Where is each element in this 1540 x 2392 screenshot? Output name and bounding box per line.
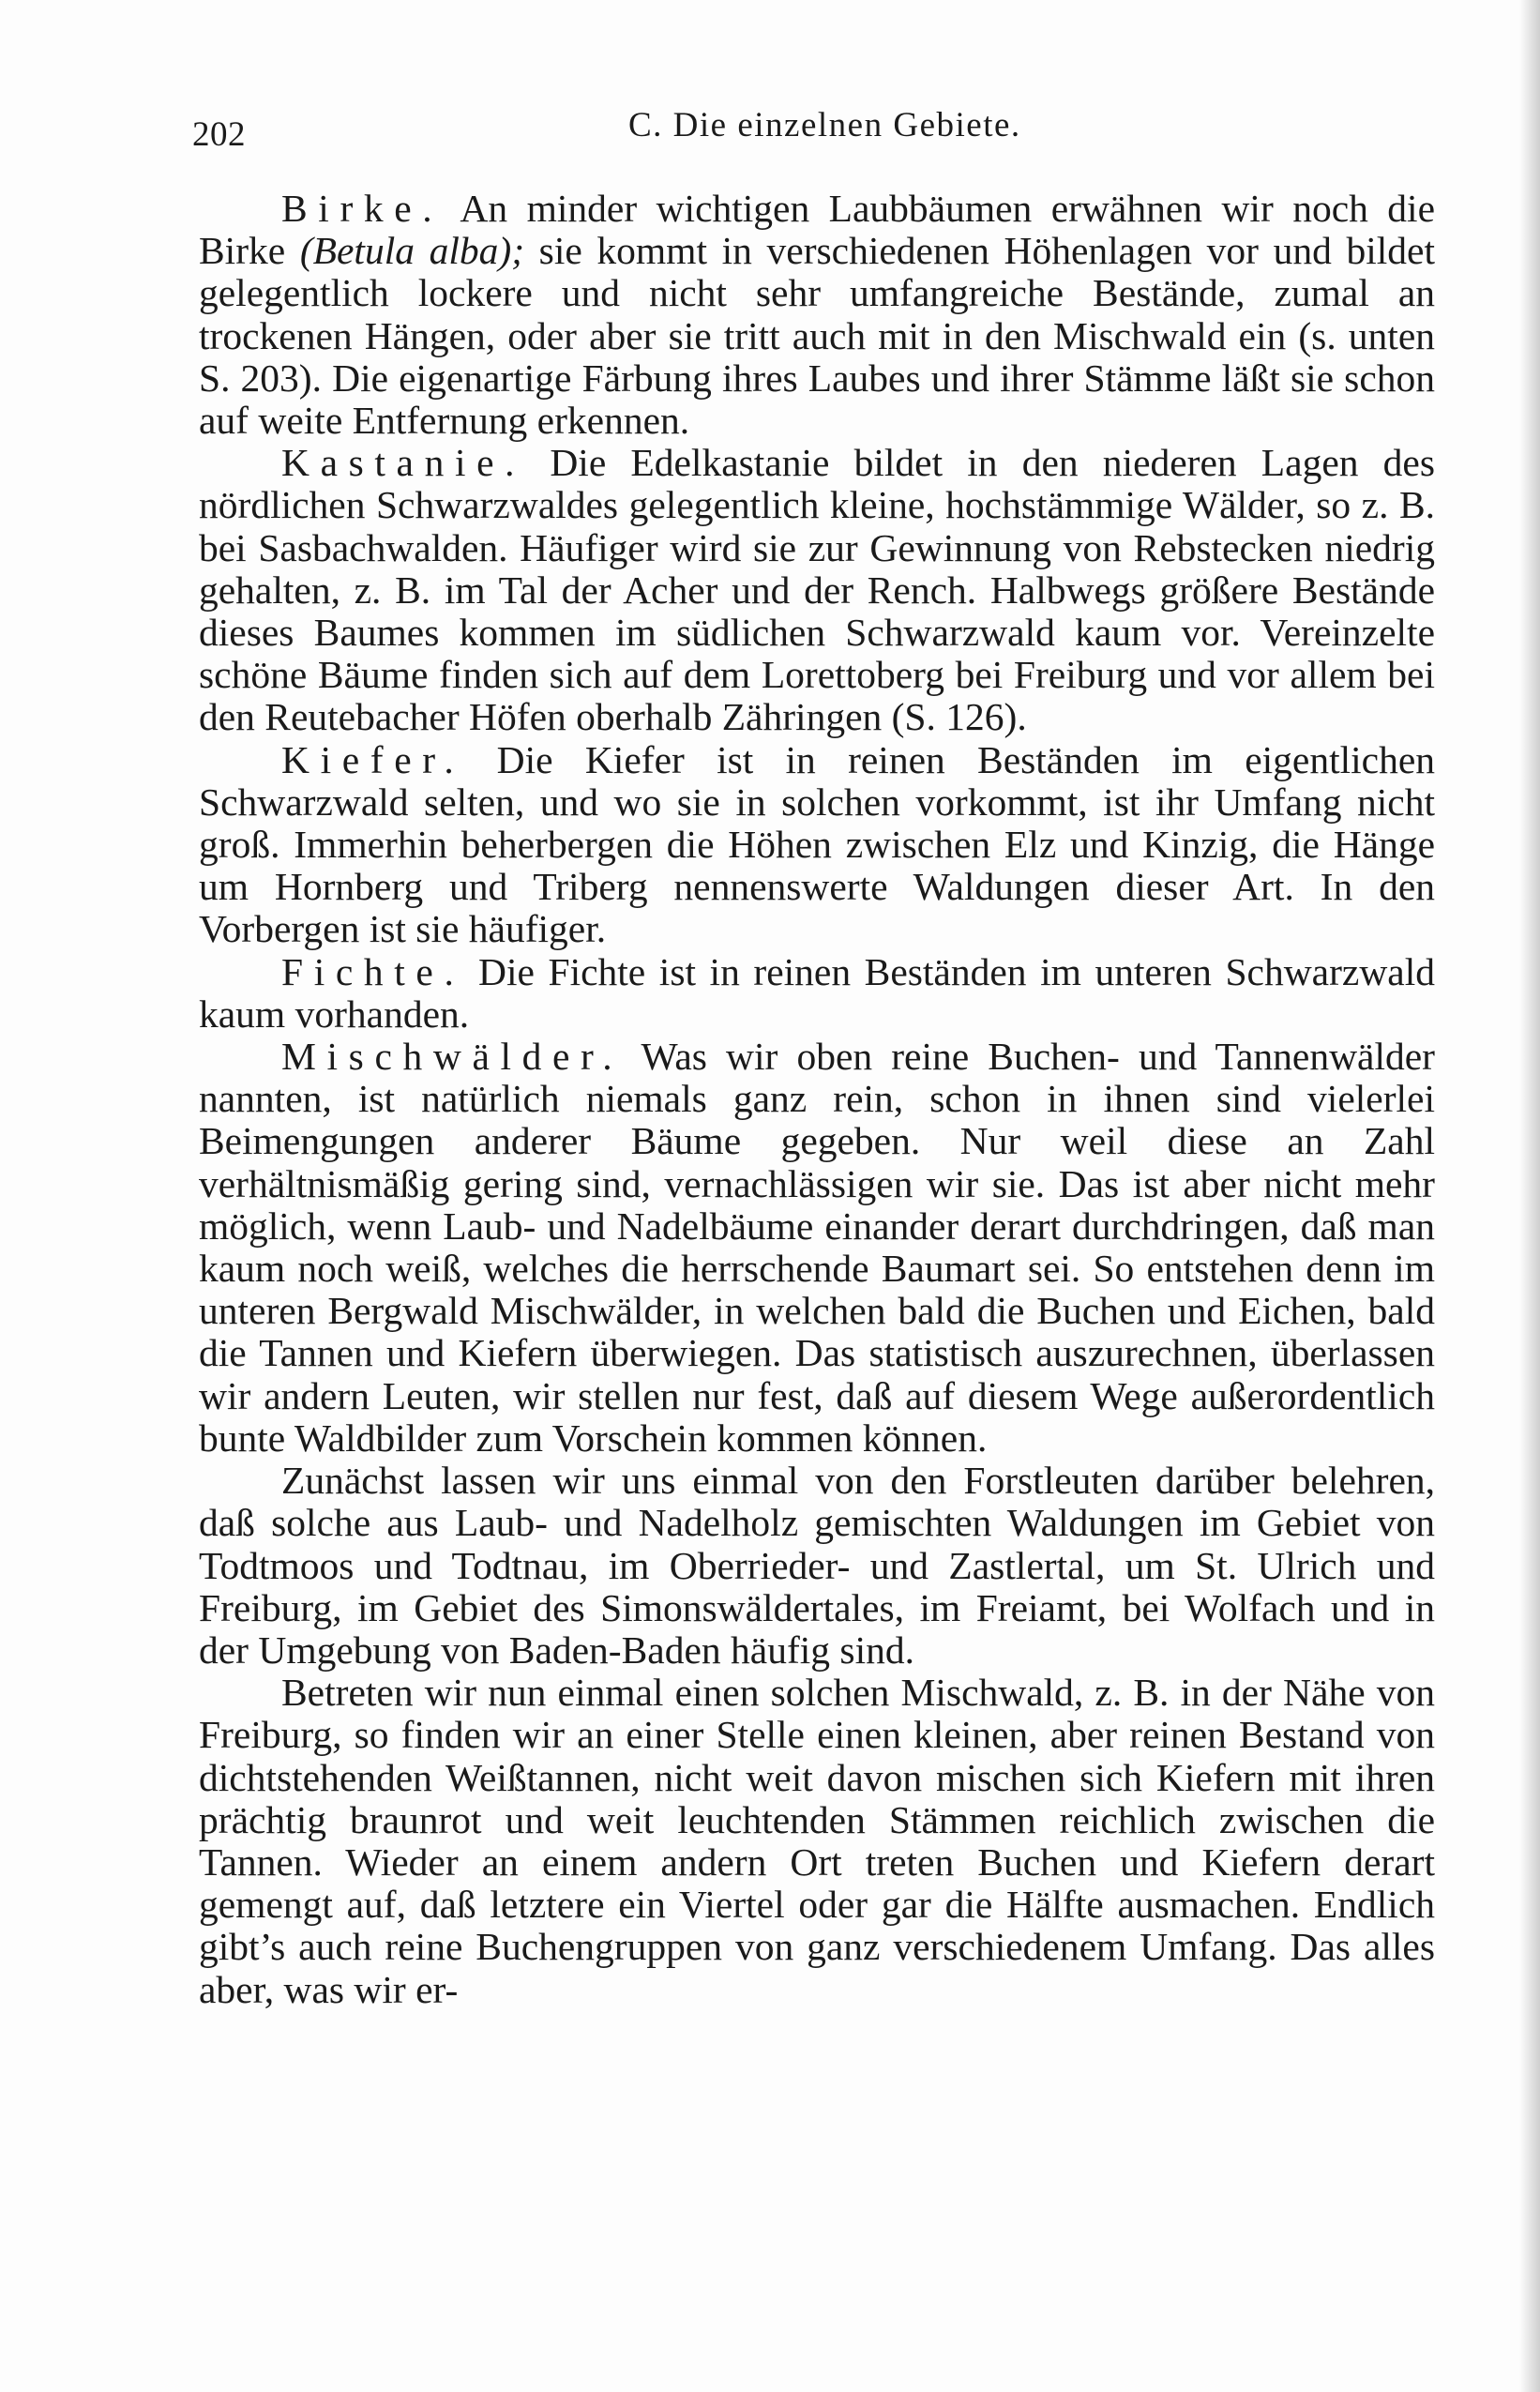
paragraph-mischwaelder-text: Was wir oben reine Buchen- und Tannenwälder nannten, ist natürlich niemals ganz rein, schon in ihnen sind vielerlei Beimengungen anderer Bäume gegeben. Nur weil diese an Zahl verhältnismäßig gering sind, vernachlässigen wir sie. Das ist aber nicht mehr möglich, wenn Laub- und Nadelbäume einander derart durchdringen, daß man kaum noch weiß, welches die herrschende Baumart sei. So entstehen denn im unteren Bergwald Mischwälder, in welchen bald die Buchen und Eichen, bald die Tannen und Kiefern überwiegen. Das statistisch auszurechnen, überlassen wir andern Leuten, wir stellen nur fest, daß auf diesem Wege außerordentlich bunte Waldbilder zum Vorschein kommen können. — [199, 1035, 1435, 1460]
keyword-birke: Birke. — [281, 187, 444, 230]
paragraph-kastanie-text: Die Edelkastanie bildet in den niederen Lagen des nördlichen Schwarzwaldes gelegentlich kleine, hochstämmige Wälder, so z. B. bei Sasbachwalden. Häufiger wird sie zur Gewinnung von Rebstecken niedrig gehalten, z. B. im Tal der Acher und der Rench. Halbwegs größere Bestände dieses Baumes kommen im südlichen Schwarzwald kaum vor. Vereinzelte schöne Bäume finden sich auf dem Lorettoberg bei Freiburg und vor allem bei den Reutebacher Höfen oberhalb Zähringen (S. 126). — [199, 441, 1435, 739]
keyword-kastanie: Kastanie. — [281, 441, 526, 485]
body-text — [199, 188, 1435, 2011]
paragraph-fichte-text: Die Fichte ist in reinen Beständen im unteren Schwarzwald kaum vorhanden. — [199, 949, 1435, 1036]
paragraph-kiefer-text: Die Kiefer ist in reinen Beständen im eigentlichen Schwarzwald selten, und wo sie in solchen vorkommt, ist ihr Umfang nicht groß. Immerhin beherbergen die Höhen zwischen Elz und Kinzig, die Hänge um Hornberg und Triberg nennenswerte Waldungen dieser Art. In den Vorbergen ist sie häufiger. — [199, 737, 1435, 951]
paragraph-birke-text-a: An minder wichtigen Laubbäumen erwähnen wir noch die Birke — [199, 187, 1435, 273]
paragraph-kiefer — [199, 739, 1435, 951]
latin-name-betula: (Betula alba); — [299, 229, 525, 273]
running-head — [192, 105, 1477, 161]
paragraph-forstleute — [199, 1460, 1435, 1672]
paragraph-forstleute-text: Zunächst lassen wir uns einmal von den Forstleuten darüber belehren, daß solche aus Laub- und Nadelholz gemischten Waldungen im Gebiet von Todtmoos und Todtnau, im Oberrieder- und Zastlertal, um St. Ulrich und Freiburg, im Gebiet des Simonswäldertales, im Freiamt, bei Wolfach und in der Umgebung von Baden-Baden häufig sind. — [199, 1459, 1435, 1672]
paragraph-kastanie — [199, 442, 1435, 738]
page-edge-shadow — [1519, 0, 1540, 2392]
keyword-fichte: Fichte. — [281, 949, 465, 993]
paragraph-birke-text-b: sie kommt in verschiedenen Höhenlagen vor und bildet gelegentlich lockere und nicht sehr umfangreiche Bestände, zumal an trockenen Hängen, oder aber sie tritt auch mit in den Mischwald ein (s. unten S. 203). Die eigenartige Färbung ihres Laubes und ihrer Stämme läßt sie schon auf weite Entfernung erkennen. — [199, 229, 1435, 443]
chapter-heading: C. Die einzelnen Gebiete. — [628, 106, 1021, 144]
paragraph-mischwaelder — [199, 1036, 1435, 1460]
paragraph-birke — [199, 188, 1435, 442]
keyword-kiefer: Kiefer. — [281, 737, 465, 781]
keyword-mischwaelder: Mischwälder. — [281, 1035, 624, 1079]
paragraph-mischwald-freiburg-text: Betreten wir nun einmal einen solchen Mischwald, z. B. in der Nähe von Freiburg, so finden wir an einer Stelle einen kleinen, aber reinen Bestand von dichtstehenden Weißtannen, nicht weit davon mischen sich Kiefern mit ihren prächtig braunrot und weit leuchtenden Stämmen reichlich zwischen die Tannen. Wieder an einem andern Ort treten Buchen und Kiefern derart gemengt auf, daß letztere ein Viertel oder gar die Hälfte ausmachen. Endlich gibt’s auch reine Buchengruppen von ganz verschiedenem Umfang. Das alles aber, was wir er- — [199, 1671, 1435, 2011]
paragraph-mischwald-freiburg — [199, 1672, 1435, 2011]
paragraph-fichte — [199, 951, 1435, 1036]
page-number: 202 — [192, 115, 246, 154]
